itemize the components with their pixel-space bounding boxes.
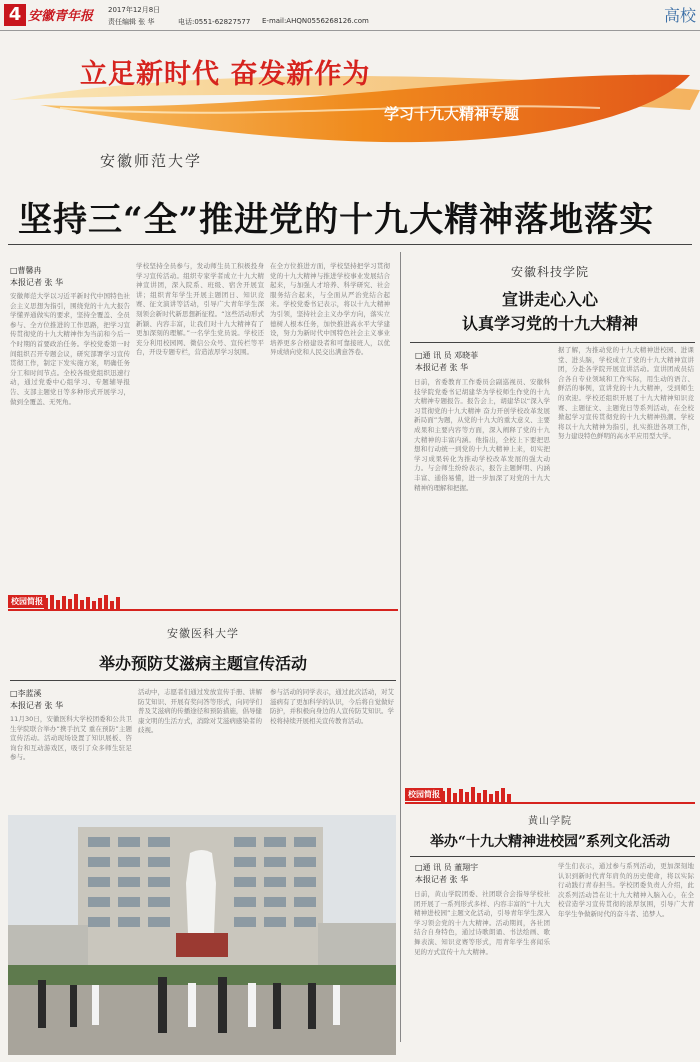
right2-article-headline: 举办“十九大精神进校园”系列文化活动: [429, 834, 671, 850]
headline-divider: [8, 244, 692, 245]
left2-col2-text: 活动中，志愿者们通过发放宣传手册、讲解防艾知识、开展有奖问答等形式，向同学们普及艾滋病的传播途径和预防措施，倡导健康文明的生活方式，消除对艾滋病感染者的歧视。: [138, 688, 262, 735]
right-article-headline-line1: 宣讲走心入心: [501, 290, 598, 309]
issue-date: 2017年12月8日: [108, 6, 161, 14]
left2-byline: [10, 688, 130, 712]
right-article-headline-line2: 认真学习党的十九大精神: [461, 314, 638, 333]
left2-article-school: 安徽医科大学: [167, 627, 239, 640]
right-author: □通 讯 员 邓晓菲: [415, 351, 479, 360]
page-number: 4: [4, 4, 26, 26]
main-byline: [10, 265, 120, 289]
right-article-column-1: [414, 378, 550, 776]
editor-credit: 责任编辑 张 华: [108, 18, 155, 26]
section-name: 高校: [663, 6, 696, 25]
main-article-school: 安徽师范大学: [100, 152, 203, 170]
right-byline: [415, 350, 545, 374]
right2-article-school: 黄山学院: [528, 816, 572, 827]
left2-col1-text: 11月30日，安徽医科大学校团委和公共卫生学院联合举办“携手抗艾 重在预防”主题宣传活动。活动现场设置了知识展板、咨询台和互动游戏区，吸引了众多师生驻足参与。: [10, 715, 132, 762]
email-address: E-mail:AHQN0556268126.com: [262, 17, 369, 25]
right2-column-2: [558, 862, 694, 1056]
event-photo-illustration: [8, 815, 396, 1055]
event-photo: [8, 815, 396, 1055]
right-brief-strip: [405, 785, 695, 805]
right2-divider: [410, 856, 695, 857]
main-reporter: 本报记者 张 华: [10, 278, 64, 287]
banner-title: 立足新时代 奋发新作为: [80, 59, 371, 90]
right-article-divider: [410, 342, 695, 343]
main-col1-text: 安徽师范大学以习近平新时代中国特色社会主义思想为指引，围绕党的十九大报告学懂弄通做实的要求，坚持全覆盖、全员参与、全方位推进的工作思路，把学习宣传贯彻党的十九大精神作为当前和今后一个时期的首要政治任务。学校党委第一时间组织召开专题会议，研究部署学习宣传贯彻工作，制定下发实施方案，明确任务分工和时间节点。全校各级党组织迅速行动，通过党委中心组学习、专题辅导报告、支部主题党日等多种形式开展学习，做到全覆盖、无死角。: [10, 292, 130, 406]
right-article-school: 安徽科技学院: [510, 265, 589, 279]
right2-col2-text: 学生们表示，通过参与系列活动，更加深刻地认识到新时代青年肩负的历史使命，将以实际行动践行青春担当。学校团委负责人介绍，此次系列活动旨在让十九大精神入脑入心，在全校营造学习宣传贯彻的浓厚氛围，引导广大青年学生争做新时代的奋斗者、追梦人。: [558, 862, 694, 918]
right2-col1-text: 日前，黄山学院团委、社团联合会指导学校社团开展了一系列形式多样、内容丰富的“十九大精神进校园”主题文化活动，引导青年学生深入学习领会党的十九大精神。活动期间，各社团结合自身特色，通过诗歌朗诵、书法绘画、歌舞表演、知识竞赛等形式，用青年学生喜闻乐见的方式宣传十九大精神。: [414, 890, 550, 956]
left-brief-strip: [8, 592, 398, 612]
right2-column-1: [414, 890, 550, 1056]
right-reporter: 本报记者 张 华: [415, 363, 469, 372]
main-col2-text: 学校坚持全员参与，发动师生员工积极投身学习宣传活动。组织专家学者成立十九大精神宣讲团，深入院系、班级、宿舍开展宣讲；组织青年学生开展主题团日、知识竞赛、征文演讲等活动，引导广大青年学生深刻领会新时代新思想新征程。“这些活动形式新颖、内容丰富，让我们对十九大精神有了更加深刻的理解。”一名学生党员说。学校还充分利用校园网、微信公众号、宣传栏等平台，开设专题专栏，营造浓厚学习氛围。: [136, 262, 264, 357]
newspaper-name: 安徽青年报: [28, 9, 94, 24]
main-article-column-1: [10, 292, 130, 582]
left2-column-1: [10, 715, 132, 807]
left2-col3-text: 参与活动的同学表示，通过此次活动，对艾滋病有了更加科学的认识，今后将自觉做好防护，并积极向身边的人宣传防艾知识。学校将持续开展相关宣传教育活动。: [270, 688, 394, 725]
right-col1-text: 日前，省委教育工作委员会副巡视员、安徽科技学院党委书记胡建华为学校师生作党的十九大精神专题报告。报告会上，胡建华以“深入学习贯彻党的十九大精神 奋力开创学校改革发展新局面”为题，从党的十九大的重大意义、主要成果和主要内容等方面，深入阐释了党的十九大精神的丰富内涵。他指出，全校上下要把思想和行动统一到党的十九大精神上来，切实把学习成果转化为推动学校改革发展的强大动力。与会师生纷纷表示，报告主题鲜明、内涵丰富、通俗易懂，进一步加深了对党的十九大精神的理解和把握。: [414, 378, 550, 492]
column-divider: [400, 252, 401, 1042]
left2-column-3: [270, 688, 394, 807]
right-brief-strip-graphic: [405, 785, 695, 805]
left-strip-label: 校园简报: [8, 595, 46, 608]
right-article-column-2: [558, 346, 694, 776]
right-col2-text: 据了解，为推动党的十九大精神进校园、进课堂、进头脑，学校成立了党的十九大精神宣讲团，分赴各学院开展宣讲活动。宣讲团成员结合各自专业领域和工作实际，用生动的语言、鲜活的事例，宣讲党的十九大精神，受到师生的欢迎。学校还组织开展了十九大精神知识竞赛、主题征文、主题党日等系列活动，在全校掀起学习宣传贯彻党的十九大精神热潮。学校将以十九大精神为指引，扎实推进各项工作，努力建设特色鲜明的高水平应用型大学。: [558, 346, 694, 441]
main-col3-text: 在全方位推进方面，学校坚持把学习贯彻党的十九大精神与推进学校事业发展结合起来，与加强人才培养、科学研究、社会服务结合起来，与全面从严治党结合起来。学校党委书记表示，将以十九大精神为引领，坚持社会主义办学方向，落实立德树人根本任务，加快推进高水平大学建设，努力为新时代中国特色社会主义事业培养更多合格建设者和可靠接班人，以优异成绩向党和人民交出满意答卷。: [270, 262, 390, 357]
left2-column-2: [138, 688, 262, 807]
phone-number: 电话:0551-62827577: [178, 18, 251, 26]
right2-author: □通 讯 员 董翔宇: [415, 863, 479, 872]
feature-banner: [0, 30, 700, 150]
main-article-headline: 坚持三“全”推进党的十九大精神落地落实: [18, 200, 655, 240]
right2-byline: [415, 862, 545, 886]
left2-divider: [10, 680, 396, 681]
left2-article-headline: 举办预防艾滋病主题宣传活动: [98, 654, 307, 673]
main-author: □曹馨冉: [10, 266, 42, 275]
main-article-column-2: [136, 262, 264, 582]
banner-subtitle: 学习十九大精神专题: [384, 105, 520, 123]
right-strip-label: 校园简报: [405, 788, 443, 801]
page-header: [0, 0, 700, 31]
brief-strip-graphic: [8, 592, 398, 612]
right2-reporter: 本报记者 张 华: [415, 875, 469, 884]
left2-author: □李蓝溪: [10, 689, 42, 698]
main-article-column-3: [270, 262, 390, 582]
left2-reporter: 本报记者 张 华: [10, 701, 64, 710]
